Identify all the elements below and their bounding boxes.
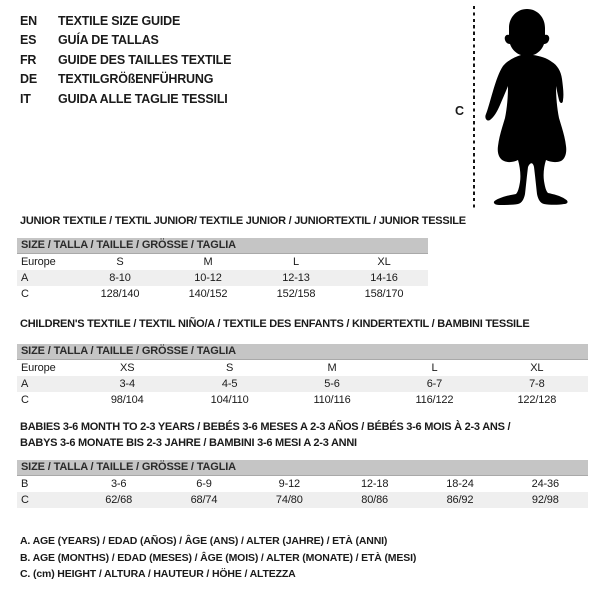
row-value: 12-13 [282,272,310,284]
row-label: A [21,272,29,284]
language-code: EN [20,13,37,28]
language-code: IT [20,91,31,106]
row-label: C [21,494,29,506]
language-code: ES [20,33,37,48]
row-label: B [21,478,29,490]
language-row [20,11,231,31]
row-value: 9-12 [278,478,301,490]
row-value: 140/152 [188,288,228,300]
row-value: XL [377,256,391,268]
table-row [17,286,428,302]
language-code: FR [20,52,37,67]
row-value: S [116,256,124,268]
row-value: XS [120,362,135,374]
size-table-header: SIZE / TALLA / TAILLE / GRÖSSE / TAGLIA [17,238,428,254]
babies-size-table [17,460,588,508]
section-title-babies-line2: BABYS 3-6 MONATE BIS 2-3 JAHRE / BAMBINI 3-6 MESI A 2-3 ANNI [20,437,357,449]
row-value: 98/104 [110,394,144,406]
row-value: 6-7 [426,378,443,390]
language-row [20,89,231,109]
row-label: C [21,288,29,300]
row-label: C [21,394,29,406]
language-row [20,31,231,51]
row-value: XL [530,362,544,374]
language-label: GUIDE DES TAILLES TEXTILE [58,52,232,67]
language-list [20,11,231,109]
row-value: 10-12 [194,272,222,284]
row-value: 5-6 [324,378,340,390]
language-label: TEXTILGRÖßENFÜHRUNG [58,72,214,87]
row-value: 62/68 [105,494,133,506]
row-value: 80/86 [361,494,389,506]
row-value: 18-24 [446,478,474,490]
language-code: DE [20,72,37,87]
row-value: 3-4 [119,378,135,390]
row-value: 152/158 [276,288,316,300]
table-row [17,360,588,376]
row-value: 14-16 [370,272,398,284]
row-value: 122/128 [517,394,557,406]
height-dash-line [473,6,475,208]
row-value: 7-8 [529,378,545,390]
height-marker-label: C [455,104,465,118]
junior-size-table [17,238,428,302]
row-value: 12-18 [360,478,389,490]
language-label: GUIDA ALLE TAGLIE TESSILI [58,91,228,106]
row-value: 8-10 [109,272,131,284]
row-label: Europe [21,256,56,268]
row-value: S [226,362,234,374]
row-value: 104/110 [210,394,249,406]
row-value: 128/140 [100,288,140,300]
row-value: L [431,362,438,374]
row-value: 3-6 [110,478,127,490]
language-row [20,50,231,70]
table-row [17,254,428,270]
section-title-babies-line1: BABIES 3-6 MONTH TO 2-3 YEARS / BEBÉS 3-6 MESES A 2-3 AÑOS / BÉBÉS 3-6 MOIS À 2-3 ANS / [20,421,511,433]
table-row [17,270,428,286]
children-size-table [17,344,588,408]
section-title-junior: JUNIOR TEXTILE / TEXTIL JUNIOR/ TEXTILE JUNIOR / JUNIORTEXTIL / JUNIOR TESSILE [20,215,466,227]
row-value: 110/116 [313,394,351,406]
row-value: 116/122 [415,394,454,406]
toddler-silhouette-icon [480,0,600,215]
footnote-c: C. (cm) HEIGHT / ALTURA / HAUTEUR / HÖHE / ALTEZZA [20,568,296,580]
size-table-header: SIZE / TALLA / TAILLE / GRÖSSE / TAGLIA [17,460,588,476]
language-label: TEXTILE SIZE GUIDE [58,13,181,28]
row-value: L [293,256,299,268]
table-row [17,392,588,408]
row-value: 68/74 [190,494,218,506]
row-label: Europe [21,362,56,374]
language-row [20,70,231,90]
row-value: 4-5 [221,378,238,390]
row-value: 86/92 [446,494,474,506]
row-value: M [327,362,337,374]
language-label: GUÍA DE TALLAS [58,33,159,48]
table-row [17,376,588,392]
row-value: 6-9 [196,478,212,490]
row-value: 24-36 [531,478,559,490]
row-label: A [21,378,29,390]
table-row [17,476,588,492]
row-value: 92/98 [531,494,559,506]
row-value: M [203,256,213,268]
table-row [17,492,588,508]
footnote-b: B. AGE (MONTHS) / EDAD (MESES) / ÂGE (MOIS) / ALTER (MONATE) / ETÀ (MESI) [20,551,417,564]
row-value: 158/170 [364,288,404,300]
footnotes [20,533,416,583]
row-value: 74/80 [275,494,303,506]
footnote-a: A. AGE (YEARS) / EDAD (AÑOS) / ÂGE (ANS) / ALTER (JAHRE) / ETÀ (ANNI) [20,535,388,547]
section-title-children: CHILDREN'S TEXTILE / TEXTIL NIÑO/A / TEXTILE DES ENFANTS / KINDERTEXTIL / BAMBINI TESSILE [20,318,530,330]
size-table-header: SIZE / TALLA / TAILLE / GRÖSSE / TAGLIA [17,344,588,360]
